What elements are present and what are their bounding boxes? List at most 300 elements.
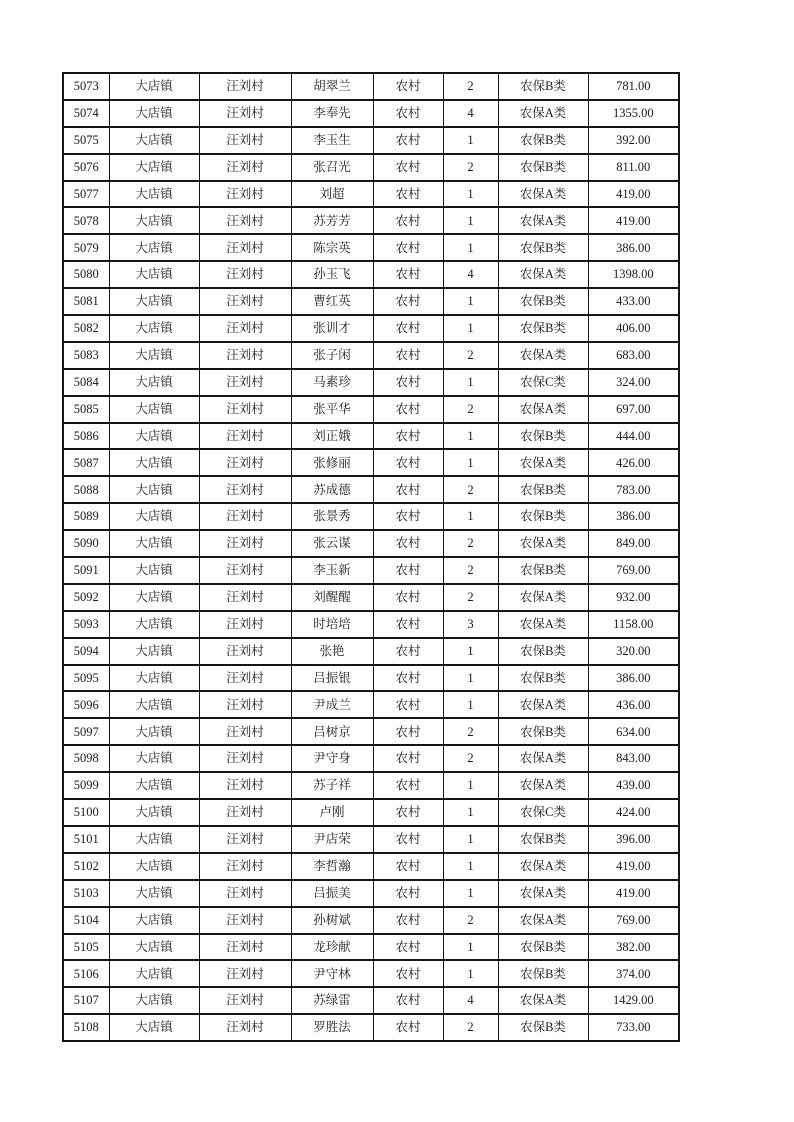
cell-category: 农保C类 [498, 799, 588, 826]
cell-category: 农保A类 [498, 907, 588, 934]
cell-type: 农村 [373, 691, 443, 718]
cell-village: 汪刘村 [199, 907, 291, 934]
cell-town: 大店镇 [109, 288, 199, 315]
cell-category: 农保B类 [498, 127, 588, 154]
cell-type: 农村 [373, 611, 443, 638]
cell-count: 2 [443, 530, 498, 557]
cell-type: 农村 [373, 718, 443, 745]
cell-count: 2 [443, 396, 498, 423]
cell-category: 农保B类 [498, 73, 588, 100]
table-row [63, 530, 679, 557]
cell-village: 汪刘村 [199, 288, 291, 315]
cell-type: 农村 [373, 73, 443, 100]
cell-village: 汪刘村 [199, 691, 291, 718]
cell-id: 5107 [63, 987, 109, 1014]
cell-count: 2 [443, 584, 498, 611]
table-row [63, 638, 679, 665]
cell-category: 农保B类 [498, 476, 588, 503]
cell-village: 汪刘村 [199, 342, 291, 369]
table-row [63, 503, 679, 530]
cell-name: 吕树京 [291, 718, 373, 745]
cell-amount: 419.00 [588, 880, 679, 907]
cell-town: 大店镇 [109, 907, 199, 934]
cell-town: 大店镇 [109, 826, 199, 853]
cell-town: 大店镇 [109, 799, 199, 826]
cell-count: 2 [443, 154, 498, 181]
cell-id: 5080 [63, 261, 109, 288]
cell-amount: 324.00 [588, 369, 679, 396]
cell-id: 5083 [63, 342, 109, 369]
cell-amount: 733.00 [588, 1014, 679, 1041]
benefit-table-body [63, 73, 679, 1041]
cell-type: 农村 [373, 449, 443, 476]
cell-count: 1 [443, 288, 498, 315]
cell-count: 1 [443, 691, 498, 718]
table-row [63, 423, 679, 450]
cell-count: 4 [443, 100, 498, 127]
cell-count: 1 [443, 799, 498, 826]
table-row [63, 100, 679, 127]
cell-village: 汪刘村 [199, 181, 291, 208]
cell-type: 农村 [373, 315, 443, 342]
table-row [63, 934, 679, 961]
cell-category: 农保B类 [498, 423, 588, 450]
cell-village: 汪刘村 [199, 449, 291, 476]
cell-category: 农保B类 [498, 934, 588, 961]
cell-type: 农村 [373, 987, 443, 1014]
cell-category: 农保A类 [498, 987, 588, 1014]
cell-category: 农保A类 [498, 181, 588, 208]
cell-type: 农村 [373, 396, 443, 423]
cell-name: 尹守身 [291, 745, 373, 772]
cell-village: 汪刘村 [199, 127, 291, 154]
cell-amount: 932.00 [588, 584, 679, 611]
cell-amount: 419.00 [588, 207, 679, 234]
cell-name: 李玉生 [291, 127, 373, 154]
cell-category: 农保A类 [498, 530, 588, 557]
cell-count: 1 [443, 960, 498, 987]
cell-name: 苏子祥 [291, 772, 373, 799]
cell-village: 汪刘村 [199, 960, 291, 987]
cell-town: 大店镇 [109, 181, 199, 208]
cell-id: 5104 [63, 907, 109, 934]
cell-name: 陈宗英 [291, 234, 373, 261]
cell-count: 1 [443, 449, 498, 476]
table-row [63, 261, 679, 288]
cell-id: 5101 [63, 826, 109, 853]
table-row [63, 880, 679, 907]
cell-name: 张召光 [291, 154, 373, 181]
table-row [63, 154, 679, 181]
cell-id: 5089 [63, 503, 109, 530]
cell-town: 大店镇 [109, 853, 199, 880]
benefit-table [62, 72, 680, 1042]
cell-village: 汪刘村 [199, 369, 291, 396]
cell-id: 5087 [63, 449, 109, 476]
cell-village: 汪刘村 [199, 853, 291, 880]
cell-town: 大店镇 [109, 745, 199, 772]
cell-type: 农村 [373, 665, 443, 692]
cell-village: 汪刘村 [199, 261, 291, 288]
table-row [63, 73, 679, 100]
cell-count: 2 [443, 73, 498, 100]
cell-type: 农村 [373, 234, 443, 261]
cell-count: 1 [443, 826, 498, 853]
cell-type: 农村 [373, 100, 443, 127]
table-row [63, 665, 679, 692]
cell-count: 2 [443, 745, 498, 772]
cell-id: 5095 [63, 665, 109, 692]
cell-id: 5088 [63, 476, 109, 503]
cell-amount: 843.00 [588, 745, 679, 772]
table-row [63, 799, 679, 826]
cell-type: 农村 [373, 207, 443, 234]
cell-id: 5100 [63, 799, 109, 826]
cell-type: 农村 [373, 745, 443, 772]
cell-amount: 433.00 [588, 288, 679, 315]
cell-id: 5091 [63, 557, 109, 584]
cell-category: 农保C类 [498, 369, 588, 396]
cell-town: 大店镇 [109, 772, 199, 799]
cell-amount: 1355.00 [588, 100, 679, 127]
cell-village: 汪刘村 [199, 100, 291, 127]
table-row [63, 718, 679, 745]
cell-village: 汪刘村 [199, 476, 291, 503]
cell-count: 1 [443, 503, 498, 530]
cell-id: 5074 [63, 100, 109, 127]
cell-village: 汪刘村 [199, 880, 291, 907]
cell-amount: 424.00 [588, 799, 679, 826]
cell-id: 5094 [63, 638, 109, 665]
cell-amount: 781.00 [588, 73, 679, 100]
cell-id: 5106 [63, 960, 109, 987]
cell-category: 农保A类 [498, 772, 588, 799]
cell-type: 农村 [373, 530, 443, 557]
cell-count: 1 [443, 315, 498, 342]
cell-village: 汪刘村 [199, 557, 291, 584]
cell-id: 5082 [63, 315, 109, 342]
cell-name: 曹红英 [291, 288, 373, 315]
cell-type: 农村 [373, 261, 443, 288]
cell-town: 大店镇 [109, 584, 199, 611]
cell-village: 汪刘村 [199, 799, 291, 826]
table-row [63, 207, 679, 234]
cell-type: 农村 [373, 557, 443, 584]
cell-name: 张云谋 [291, 530, 373, 557]
cell-name: 吕振银 [291, 665, 373, 692]
cell-town: 大店镇 [109, 665, 199, 692]
table-row [63, 557, 679, 584]
cell-id: 5097 [63, 718, 109, 745]
cell-category: 农保A类 [498, 449, 588, 476]
cell-type: 农村 [373, 853, 443, 880]
cell-id: 5081 [63, 288, 109, 315]
cell-village: 汪刘村 [199, 207, 291, 234]
cell-name: 张平华 [291, 396, 373, 423]
cell-amount: 1429.00 [588, 987, 679, 1014]
table-row [63, 315, 679, 342]
cell-count: 1 [443, 369, 498, 396]
cell-id: 5077 [63, 181, 109, 208]
cell-town: 大店镇 [109, 1014, 199, 1041]
cell-amount: 396.00 [588, 826, 679, 853]
cell-name: 张修丽 [291, 449, 373, 476]
cell-village: 汪刘村 [199, 396, 291, 423]
cell-id: 5092 [63, 584, 109, 611]
cell-id: 5078 [63, 207, 109, 234]
cell-type: 农村 [373, 826, 443, 853]
cell-name: 吕振美 [291, 880, 373, 907]
cell-category: 农保B类 [498, 503, 588, 530]
cell-category: 农保B类 [498, 960, 588, 987]
cell-amount: 683.00 [588, 342, 679, 369]
cell-name: 尹守林 [291, 960, 373, 987]
cell-count: 2 [443, 1014, 498, 1041]
cell-town: 大店镇 [109, 987, 199, 1014]
cell-type: 农村 [373, 960, 443, 987]
cell-amount: 783.00 [588, 476, 679, 503]
table-row [63, 584, 679, 611]
cell-category: 农保A类 [498, 853, 588, 880]
cell-id: 5102 [63, 853, 109, 880]
cell-category: 农保B类 [498, 638, 588, 665]
cell-amount: 386.00 [588, 665, 679, 692]
cell-village: 汪刘村 [199, 315, 291, 342]
cell-id: 5108 [63, 1014, 109, 1041]
cell-village: 汪刘村 [199, 611, 291, 638]
cell-town: 大店镇 [109, 207, 199, 234]
cell-id: 5093 [63, 611, 109, 638]
cell-town: 大店镇 [109, 127, 199, 154]
cell-town: 大店镇 [109, 396, 199, 423]
cell-town: 大店镇 [109, 423, 199, 450]
cell-village: 汪刘村 [199, 584, 291, 611]
cell-type: 农村 [373, 154, 443, 181]
cell-category: 农保B类 [498, 234, 588, 261]
cell-town: 大店镇 [109, 315, 199, 342]
cell-amount: 1398.00 [588, 261, 679, 288]
cell-village: 汪刘村 [199, 73, 291, 100]
table-row [63, 745, 679, 772]
cell-amount: 444.00 [588, 423, 679, 450]
cell-town: 大店镇 [109, 557, 199, 584]
cell-name: 李奉先 [291, 100, 373, 127]
cell-town: 大店镇 [109, 261, 199, 288]
cell-id: 5090 [63, 530, 109, 557]
cell-category: 农保B类 [498, 665, 588, 692]
cell-name: 尹成兰 [291, 691, 373, 718]
cell-town: 大店镇 [109, 369, 199, 396]
cell-type: 农村 [373, 880, 443, 907]
table-row [63, 396, 679, 423]
cell-id: 5103 [63, 880, 109, 907]
cell-amount: 436.00 [588, 691, 679, 718]
cell-count: 2 [443, 557, 498, 584]
cell-town: 大店镇 [109, 476, 199, 503]
cell-name: 苏绿雷 [291, 987, 373, 1014]
cell-count: 2 [443, 342, 498, 369]
cell-name: 刘超 [291, 181, 373, 208]
cell-town: 大店镇 [109, 718, 199, 745]
cell-id: 5076 [63, 154, 109, 181]
cell-amount: 769.00 [588, 557, 679, 584]
cell-amount: 374.00 [588, 960, 679, 987]
table-row [63, 826, 679, 853]
cell-type: 农村 [373, 638, 443, 665]
table-row [63, 1014, 679, 1041]
cell-name: 尹店荣 [291, 826, 373, 853]
cell-category: 农保B类 [498, 288, 588, 315]
cell-village: 汪刘村 [199, 530, 291, 557]
cell-village: 汪刘村 [199, 934, 291, 961]
cell-count: 1 [443, 853, 498, 880]
cell-category: 农保A类 [498, 342, 588, 369]
cell-id: 5105 [63, 934, 109, 961]
cell-id: 5079 [63, 234, 109, 261]
cell-type: 农村 [373, 934, 443, 961]
cell-amount: 634.00 [588, 718, 679, 745]
cell-name: 苏成德 [291, 476, 373, 503]
cell-category: 农保A类 [498, 745, 588, 772]
cell-count: 1 [443, 234, 498, 261]
cell-type: 农村 [373, 772, 443, 799]
cell-id: 5086 [63, 423, 109, 450]
cell-town: 大店镇 [109, 73, 199, 100]
cell-village: 汪刘村 [199, 234, 291, 261]
cell-category: 农保B类 [498, 826, 588, 853]
cell-count: 1 [443, 880, 498, 907]
cell-type: 农村 [373, 423, 443, 450]
cell-category: 农保A类 [498, 100, 588, 127]
table-row [63, 369, 679, 396]
cell-category: 农保A类 [498, 207, 588, 234]
cell-amount: 320.00 [588, 638, 679, 665]
table-row [63, 960, 679, 987]
cell-count: 2 [443, 718, 498, 745]
cell-town: 大店镇 [109, 611, 199, 638]
cell-count: 2 [443, 907, 498, 934]
cell-town: 大店镇 [109, 100, 199, 127]
cell-amount: 392.00 [588, 127, 679, 154]
cell-id: 5099 [63, 772, 109, 799]
table-row [63, 449, 679, 476]
cell-type: 农村 [373, 476, 443, 503]
cell-count: 1 [443, 665, 498, 692]
cell-town: 大店镇 [109, 691, 199, 718]
cell-count: 1 [443, 207, 498, 234]
cell-category: 农保A类 [498, 584, 588, 611]
cell-name: 龙珍献 [291, 934, 373, 961]
cell-town: 大店镇 [109, 234, 199, 261]
cell-count: 4 [443, 987, 498, 1014]
table-row [63, 127, 679, 154]
table-row [63, 691, 679, 718]
cell-name: 李哲瀚 [291, 853, 373, 880]
cell-town: 大店镇 [109, 449, 199, 476]
cell-name: 张训才 [291, 315, 373, 342]
table-row [63, 772, 679, 799]
cell-id: 5073 [63, 73, 109, 100]
table-row [63, 907, 679, 934]
cell-count: 2 [443, 476, 498, 503]
cell-name: 卢刚 [291, 799, 373, 826]
cell-name: 张景秀 [291, 503, 373, 530]
cell-town: 大店镇 [109, 530, 199, 557]
cell-id: 5098 [63, 745, 109, 772]
cell-count: 1 [443, 127, 498, 154]
cell-type: 农村 [373, 342, 443, 369]
cell-amount: 811.00 [588, 154, 679, 181]
cell-village: 汪刘村 [199, 745, 291, 772]
cell-category: 农保B类 [498, 557, 588, 584]
cell-id: 5084 [63, 369, 109, 396]
cell-village: 汪刘村 [199, 826, 291, 853]
cell-village: 汪刘村 [199, 718, 291, 745]
cell-amount: 439.00 [588, 772, 679, 799]
cell-amount: 697.00 [588, 396, 679, 423]
cell-amount: 426.00 [588, 449, 679, 476]
cell-name: 张子闲 [291, 342, 373, 369]
cell-town: 大店镇 [109, 503, 199, 530]
cell-type: 农村 [373, 127, 443, 154]
cell-category: 农保B类 [498, 315, 588, 342]
cell-type: 农村 [373, 369, 443, 396]
cell-category: 农保A类 [498, 880, 588, 907]
cell-count: 1 [443, 423, 498, 450]
cell-amount: 769.00 [588, 907, 679, 934]
table-row [63, 853, 679, 880]
cell-category: 农保A类 [498, 691, 588, 718]
cell-name: 胡翠兰 [291, 73, 373, 100]
table-row [63, 987, 679, 1014]
cell-village: 汪刘村 [199, 665, 291, 692]
cell-amount: 419.00 [588, 853, 679, 880]
cell-type: 农村 [373, 181, 443, 208]
cell-name: 李玉新 [291, 557, 373, 584]
cell-category: 农保A类 [498, 396, 588, 423]
cell-town: 大店镇 [109, 154, 199, 181]
cell-amount: 849.00 [588, 530, 679, 557]
table-row [63, 342, 679, 369]
cell-amount: 382.00 [588, 934, 679, 961]
cell-type: 农村 [373, 907, 443, 934]
cell-id: 5096 [63, 691, 109, 718]
cell-name: 孙玉飞 [291, 261, 373, 288]
cell-id: 5075 [63, 127, 109, 154]
cell-id: 5085 [63, 396, 109, 423]
cell-name: 张艳 [291, 638, 373, 665]
table-row [63, 476, 679, 503]
cell-town: 大店镇 [109, 934, 199, 961]
table-row [63, 181, 679, 208]
cell-category: 农保B类 [498, 154, 588, 181]
cell-type: 农村 [373, 799, 443, 826]
cell-name: 孙树斌 [291, 907, 373, 934]
cell-type: 农村 [373, 1014, 443, 1041]
cell-village: 汪刘村 [199, 503, 291, 530]
cell-name: 时培培 [291, 611, 373, 638]
cell-name: 刘正娥 [291, 423, 373, 450]
cell-amount: 386.00 [588, 503, 679, 530]
cell-amount: 406.00 [588, 315, 679, 342]
cell-count: 4 [443, 261, 498, 288]
cell-village: 汪刘村 [199, 423, 291, 450]
cell-name: 苏芳芳 [291, 207, 373, 234]
cell-town: 大店镇 [109, 638, 199, 665]
cell-village: 汪刘村 [199, 1014, 291, 1041]
cell-category: 农保A类 [498, 611, 588, 638]
cell-count: 3 [443, 611, 498, 638]
